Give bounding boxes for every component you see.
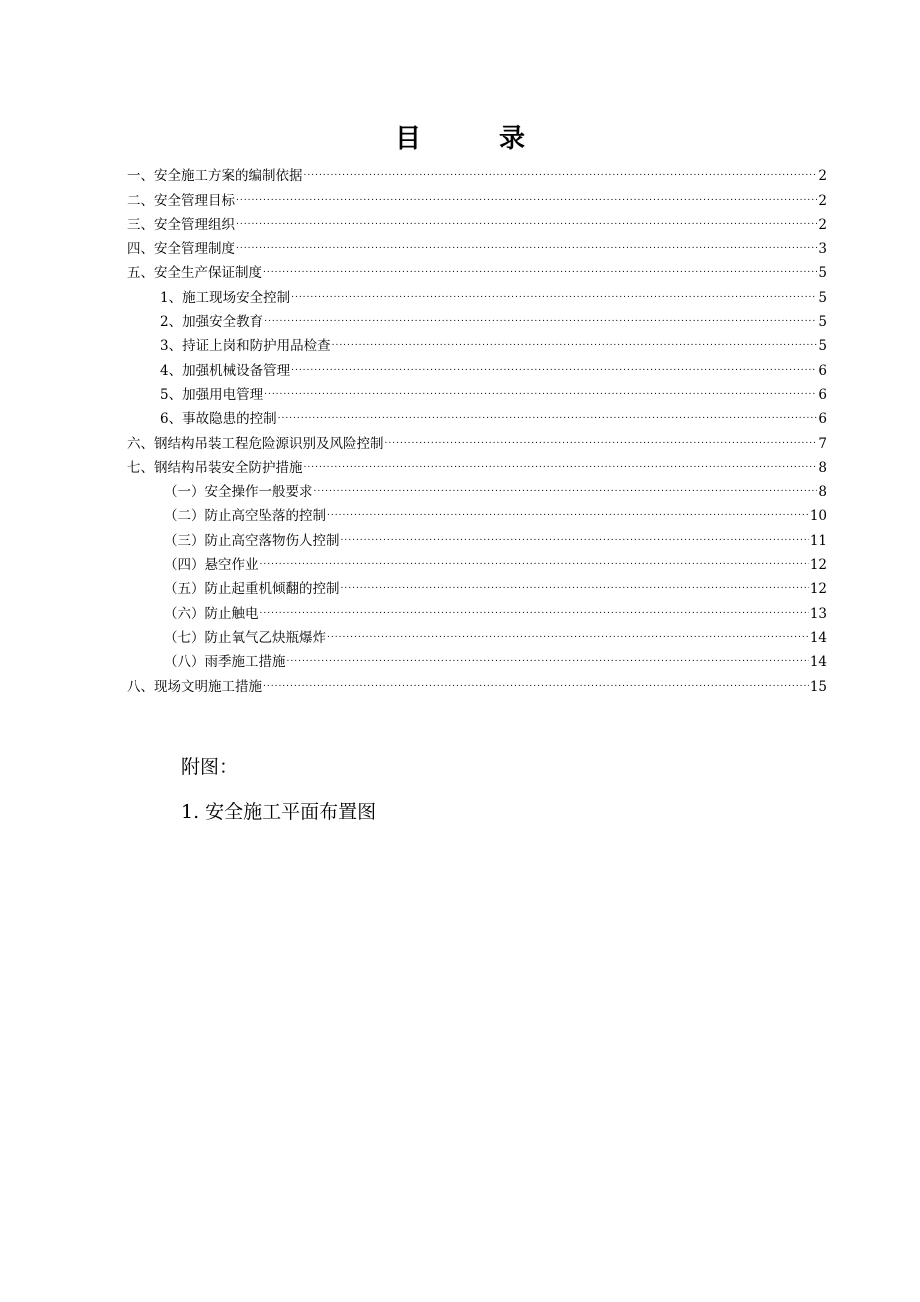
toc-entry-label: 三、安全管理组织 [127, 216, 235, 233]
toc-entry[interactable] [127, 550, 827, 574]
toc-entry[interactable] [127, 282, 827, 306]
toc-entry-label: 四、安全管理制度 [127, 241, 235, 258]
toc-dot-leader [287, 651, 809, 668]
toc-entry-label: （五）防止起重机倾翻的控制 [164, 581, 340, 598]
toc-entry-page-number: 2 [818, 216, 827, 233]
toc-entry-page-number: 13 [809, 605, 827, 622]
toc-entry-page-number: 12 [809, 581, 827, 598]
toc-entry-label: 1、施工现场安全控制 [160, 289, 291, 306]
toc-entry-page-number: 15 [809, 678, 827, 695]
toc-dot-leader [291, 287, 817, 304]
toc-entry-label: 二、安全管理目标 [127, 192, 235, 209]
toc-entry-label: 八、现场文明施工措施 [127, 678, 262, 695]
toc-entry-page-number: 5 [818, 265, 827, 282]
toc-entry[interactable] [127, 331, 827, 355]
toc-entry-label: 五、安全生产保证制度 [127, 265, 262, 282]
toc-entry-label: （二）防止高空坠落的控制 [164, 508, 326, 525]
toc-entry[interactable] [127, 210, 827, 234]
toc-entry-label: 6、事故隐患的控制 [160, 411, 277, 428]
title-char-2: 录 [499, 124, 526, 154]
toc-entry-label: （一）安全操作一般要求 [164, 484, 313, 501]
toc-entry[interactable] [127, 234, 827, 258]
toc-dot-leader [314, 481, 818, 498]
toc-dot-leader [264, 384, 817, 401]
toc-entry-page-number: 6 [818, 386, 827, 403]
toc-entry-page-number: 6 [818, 362, 827, 379]
toc-entry-page-number: 8 [818, 459, 827, 476]
toc-entry[interactable] [127, 380, 827, 404]
toc-entry-page-number: 5 [818, 338, 827, 355]
toc-entry[interactable] [127, 647, 827, 671]
toc-entry[interactable] [127, 574, 827, 598]
toc-entry-label: 5、加强用电管理 [160, 386, 264, 403]
toc-entry-page-number: 10 [809, 508, 827, 525]
toc-dot-leader [385, 433, 818, 450]
toc-entry-page-number: 2 [818, 192, 827, 209]
toc-dot-leader [236, 190, 817, 207]
toc-entry[interactable] [127, 453, 827, 477]
appendix-item: 1. 安全施工平面布置图 [181, 801, 377, 823]
toc-entry-label: 七、钢结构吊装安全防护措施 [127, 459, 303, 476]
toc-dot-leader [291, 360, 817, 377]
toc-entry-label: 六、钢结构吊装工程危险源识别及风险控制 [127, 435, 384, 452]
toc-dot-leader [327, 627, 809, 644]
toc-entry[interactable] [127, 161, 827, 185]
toc-entry-page-number: 3 [818, 241, 827, 258]
toc-entry-label: （七）防止氧气乙炔瓶爆炸 [164, 629, 326, 646]
toc-entry-page-number: 14 [809, 629, 827, 646]
page-title [0, 118, 920, 155]
toc-entry[interactable] [127, 525, 827, 549]
toc-dot-leader [236, 214, 817, 231]
toc-dot-leader [304, 457, 818, 474]
appendix-title: 附图： [181, 756, 239, 778]
toc-entry-page-number: 8 [818, 484, 827, 501]
toc-entry-label: （六）防止触电 [164, 605, 259, 622]
toc-entry-page-number: 6 [818, 411, 827, 428]
toc-dot-leader [332, 335, 818, 352]
toc-entry-page-number: 7 [818, 435, 827, 452]
toc-entry[interactable] [127, 428, 827, 452]
toc-entry-label: 2、加强安全教育 [160, 314, 264, 331]
toc-dot-leader [341, 530, 809, 547]
toc-entry[interactable] [127, 185, 827, 209]
toc-entry[interactable] [127, 307, 827, 331]
toc-entry-label: （四）悬空作业 [164, 557, 259, 574]
toc-dot-leader [263, 262, 817, 279]
toc-entry-label: （八）雨季施工措施 [164, 654, 286, 671]
toc-entry[interactable] [127, 671, 827, 695]
title-char-1: 目 [394, 124, 421, 154]
toc-dot-leader [341, 578, 809, 595]
toc-dot-leader [263, 676, 809, 693]
toc-entry[interactable] [127, 477, 827, 501]
toc-dot-leader [327, 505, 809, 522]
toc-entry[interactable] [127, 623, 827, 647]
toc-entry[interactable] [127, 355, 827, 379]
toc-entry[interactable] [127, 501, 827, 525]
toc-entry-page-number: 12 [809, 557, 827, 574]
toc-entry[interactable] [127, 404, 827, 428]
toc-entry-page-number: 14 [809, 654, 827, 671]
toc-entry[interactable] [127, 258, 827, 282]
toc-entry-label: 4、加强机械设备管理 [160, 362, 291, 379]
toc-entry-page-number: 11 [809, 532, 827, 549]
toc-entry-page-number: 5 [818, 314, 827, 331]
toc-dot-leader [278, 408, 818, 425]
toc-dot-leader [264, 311, 817, 328]
toc-entry-label: 一、安全施工方案的编制依据 [127, 168, 303, 185]
toc-entry-page-number: 2 [818, 168, 827, 185]
toc-entry-label: 3、持证上岗和防护用品检查 [160, 338, 331, 355]
toc-dot-leader [260, 603, 809, 620]
table-of-contents [127, 161, 827, 696]
toc-entry-label: （三）防止高空落物伤人控制 [164, 532, 340, 549]
toc-dot-leader [304, 165, 818, 182]
toc-dot-leader [236, 238, 817, 255]
toc-entry-page-number: 5 [818, 289, 827, 306]
toc-dot-leader [260, 554, 809, 571]
toc-entry[interactable] [127, 598, 827, 622]
